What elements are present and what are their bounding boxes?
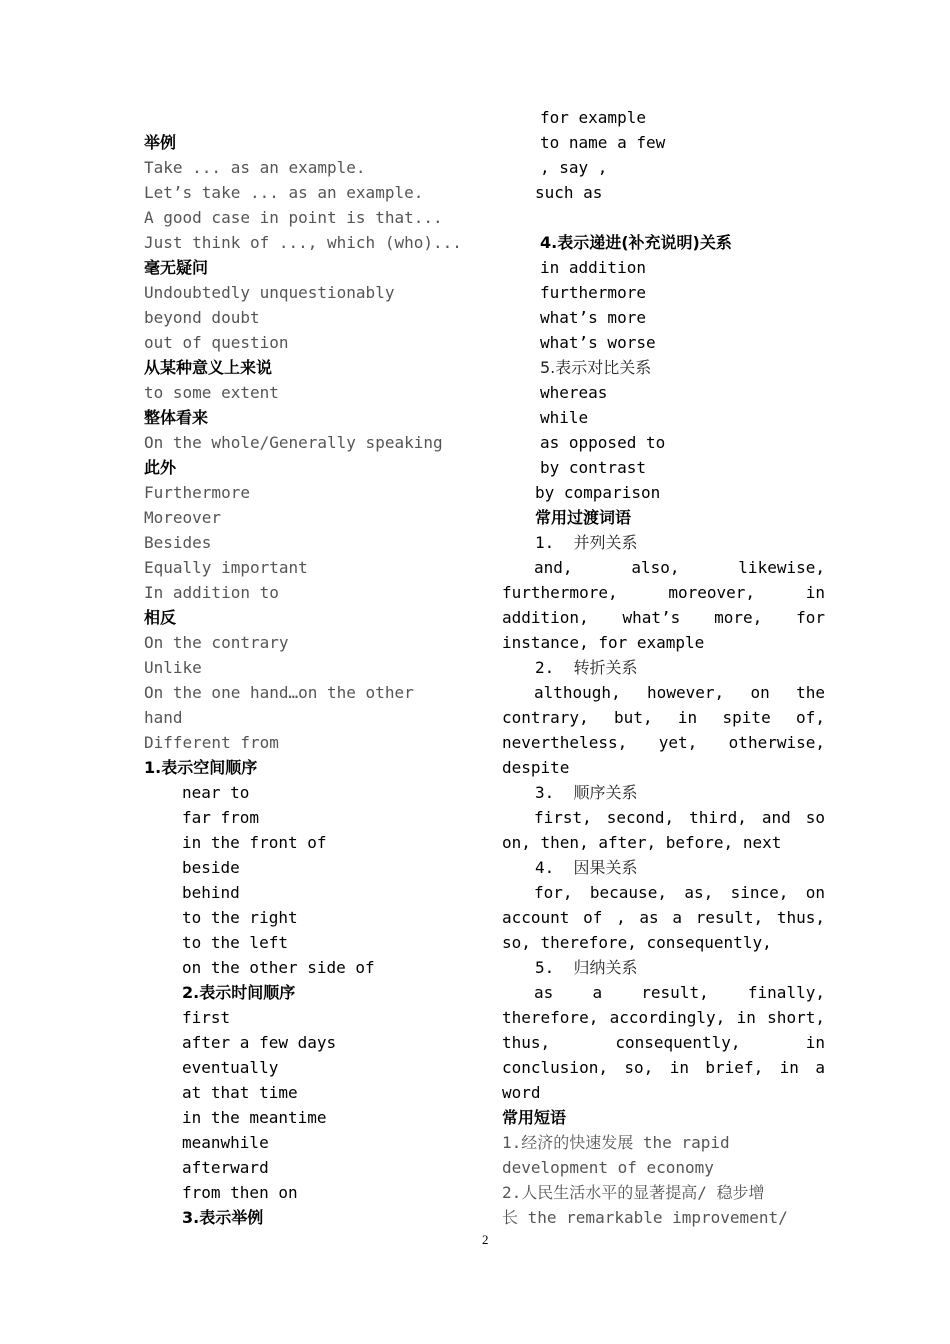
phrase-then-on: from then on: [182, 1183, 298, 1202]
phrase-other-side: on the other side of: [182, 958, 375, 977]
para-coordination-line-3: [502, 605, 825, 630]
word: as: [534, 983, 554, 1002]
phrase-few-days: after a few days: [182, 1033, 337, 1052]
word: for: [796, 608, 825, 627]
phrase-say: , say ,: [540, 158, 608, 177]
phrase-take-example: Take ... as an example.: [144, 158, 366, 177]
word: in: [805, 1033, 825, 1052]
word: and,: [534, 558, 573, 577]
word: in: [669, 1058, 689, 1077]
section-number: 4.: [535, 858, 555, 877]
phrase-meanwhile: meanwhile: [182, 1133, 269, 1152]
phrase-living-standard-1: 2.人民生活水平的显著提高/ 稳步增: [502, 1183, 765, 1202]
phrase-out-of-question: out of question: [144, 333, 289, 352]
phrase-one-hand: On the one hand…on the other: [144, 683, 414, 702]
phrase-hand: hand: [144, 708, 183, 727]
heading-common-phrases: 常用短语: [502, 1108, 567, 1127]
word: first,: [534, 808, 592, 827]
word: nevertheless,: [502, 733, 628, 752]
word: likewise,: [738, 558, 825, 577]
word: of,: [796, 708, 825, 727]
phrase-front-of: in the front of: [182, 833, 327, 852]
heading-overall: 整体看来: [144, 408, 209, 427]
phrase-for-example: for example: [540, 108, 646, 127]
para-summary-line-4: [502, 1055, 825, 1080]
heading-some-sense: 从某种意义上来说: [144, 358, 273, 377]
heading-time-order: 2.表示时间顺序: [182, 983, 296, 1002]
phrase-beyond-doubt: beyond doubt: [144, 308, 260, 327]
section-title: 顺序关系: [573, 783, 638, 802]
phrase-living-standard-2: 长 the remarkable improvement/: [502, 1208, 788, 1227]
word: what’s: [622, 608, 681, 627]
word: spite: [722, 708, 771, 727]
word: although,: [534, 683, 621, 702]
word: more,: [714, 608, 763, 627]
word: because,: [589, 883, 667, 902]
word: a: [815, 1058, 825, 1077]
phrase-in-addition-to: In addition to: [144, 583, 279, 602]
word: in: [805, 583, 825, 602]
phrase-on-contrary: On the contrary: [144, 633, 289, 652]
word: thus,: [502, 1033, 551, 1052]
phrase-by-contrast: by contrast: [540, 458, 646, 477]
phrase-as-opposed: as opposed to: [540, 433, 666, 452]
word: brief,: [705, 1058, 764, 1077]
phrase-besides: Besides: [144, 533, 212, 552]
phrase-in-addition: in addition: [540, 258, 646, 277]
para-summary-line-2: [502, 1005, 825, 1030]
heading-transitions: 常用过渡词语: [535, 508, 632, 527]
section-number: 3.: [535, 783, 555, 802]
word: account: [502, 908, 570, 927]
phrase-unlike: Unlike: [144, 658, 202, 677]
phrase-equally-important: Equally important: [144, 558, 308, 577]
section-transition: [535, 655, 638, 680]
phrase-whats-more: what’s more: [540, 308, 646, 327]
phrase-eventually: eventually: [182, 1058, 279, 1077]
para-cause-line-3: so, therefore, consequently,: [502, 933, 772, 952]
phrase-moreover: Moreover: [144, 508, 222, 527]
word: a: [672, 908, 682, 927]
heading-progression: 4.表示递进(补充说明)关系: [540, 233, 732, 252]
phrase-furthermore-r: furthermore: [540, 283, 646, 302]
phrase-name-few: to name a few: [540, 133, 666, 152]
phrase-behind: behind: [182, 883, 240, 902]
phrase-far-from: far from: [182, 808, 260, 827]
word: result,: [641, 983, 709, 1002]
section-title: 因果关系: [573, 858, 638, 877]
heading-examples: 举例: [144, 133, 177, 152]
word: in: [677, 708, 698, 727]
heading-examples-3: 3.表示举例: [182, 1208, 264, 1227]
word: of: [583, 908, 603, 927]
word: as: [639, 908, 659, 927]
word: but,: [614, 708, 653, 727]
section-title: 并列关系: [573, 533, 638, 552]
phrase-undoubtedly: Undoubtedly unquestionably: [144, 283, 395, 302]
section-number: 5.: [535, 958, 555, 977]
phrase-afterward: afterward: [182, 1158, 269, 1177]
para-cause-line-2: [502, 905, 825, 930]
section-sequence: [535, 780, 638, 805]
phrase-some-extent: to some extent: [144, 383, 279, 402]
word: therefore,: [502, 1008, 599, 1027]
para-transition-line-1: [502, 680, 825, 705]
phrase-first: first: [182, 1008, 231, 1027]
heading-space-order: 1.表示空间顺序: [144, 758, 258, 777]
phrase-rapid-development-2: development of economy: [502, 1158, 714, 1177]
para-coordination-line-2: [502, 580, 825, 605]
phrase-good-case: A good case in point is that...: [144, 208, 443, 227]
section-number: 1.: [535, 533, 555, 552]
para-summary-line-3: [502, 1030, 825, 1055]
word: for,: [534, 883, 573, 902]
word: otherwise,: [728, 733, 825, 752]
word: yet,: [658, 733, 698, 752]
phrase-by-comparison: by comparison: [535, 483, 661, 502]
phrase-meantime: in the meantime: [182, 1108, 327, 1127]
word: moreover,: [668, 583, 756, 602]
word: on: [805, 883, 825, 902]
para-sequence-line-1: [502, 805, 825, 830]
page-number: 2: [482, 1232, 489, 1247]
para-transition-line-3: [502, 730, 825, 755]
phrase-that-time: at that time: [182, 1083, 298, 1102]
word: as,: [684, 883, 714, 902]
phrase-whats-worse: what’s worse: [540, 333, 656, 352]
word: addition,: [502, 608, 589, 627]
phrase-beside: beside: [182, 858, 240, 877]
word: conclusion,: [502, 1058, 608, 1077]
section-summary: [535, 955, 638, 980]
word: in: [736, 1008, 756, 1027]
word: short,: [767, 1008, 825, 1027]
word: second,: [606, 808, 675, 827]
word: consequently,: [615, 1033, 741, 1052]
word: finally,: [747, 983, 825, 1002]
word: so: [805, 808, 825, 827]
word: however,: [647, 683, 725, 702]
para-cause-line-1: [502, 880, 825, 905]
phrase-rapid-development-1: 1.经济的快速发展 the rapid: [502, 1133, 730, 1152]
para-transition-line-2: [502, 705, 825, 730]
word: thus,: [776, 908, 825, 927]
word: contrary,: [502, 708, 589, 727]
phrase-near-to: near to: [182, 783, 250, 802]
section-coordination: [535, 530, 638, 555]
word: third,: [689, 808, 747, 827]
section-title: 转折关系: [573, 658, 638, 677]
para-summary-line-5: word: [502, 1083, 541, 1102]
word: the: [796, 683, 825, 702]
heading-contrary: 相反: [144, 608, 177, 627]
heading-no-doubt: 毫无疑问: [144, 258, 209, 277]
section-title: 归纳关系: [573, 958, 638, 977]
phrase-just-think: Just think of ..., which (who)...: [144, 233, 462, 252]
para-coordination-line-1: [502, 555, 825, 580]
section-number: 2.: [535, 658, 555, 677]
para-coordination-line-4: instance, for example: [502, 633, 705, 652]
word: and: [761, 808, 791, 827]
phrase-to-the-right: to the right: [182, 908, 298, 927]
word: a: [592, 983, 603, 1002]
phrase-lets-take: Let’s take ... as an example.: [144, 183, 424, 202]
heading-contrast: 5.表示对比关系: [540, 358, 652, 377]
word: on: [750, 683, 770, 702]
word: furthermore,: [502, 583, 618, 602]
phrase-different-from: Different from: [144, 733, 279, 752]
word: in: [779, 1058, 799, 1077]
word: also,: [631, 558, 680, 577]
phrase-such-as: such as: [535, 183, 603, 202]
heading-besides: 此外: [144, 458, 177, 477]
phrase-whereas: whereas: [540, 383, 608, 402]
para-summary-line-1: [502, 980, 825, 1005]
phrase-to-the-left: to the left: [182, 933, 288, 952]
para-sequence-line-2: on, then, after, before, next: [502, 833, 782, 852]
word: ,: [616, 908, 626, 927]
word: result,: [695, 908, 764, 927]
word: so,: [624, 1058, 654, 1077]
section-cause-effect: [535, 855, 638, 880]
phrase-furthermore: Furthermore: [144, 483, 250, 502]
para-transition-line-4: despite: [502, 758, 570, 777]
phrase-while: while: [540, 408, 589, 427]
word: accordingly,: [609, 1008, 726, 1027]
word: since,: [730, 883, 789, 902]
phrase-on-whole: On the whole/Generally speaking: [144, 433, 443, 452]
